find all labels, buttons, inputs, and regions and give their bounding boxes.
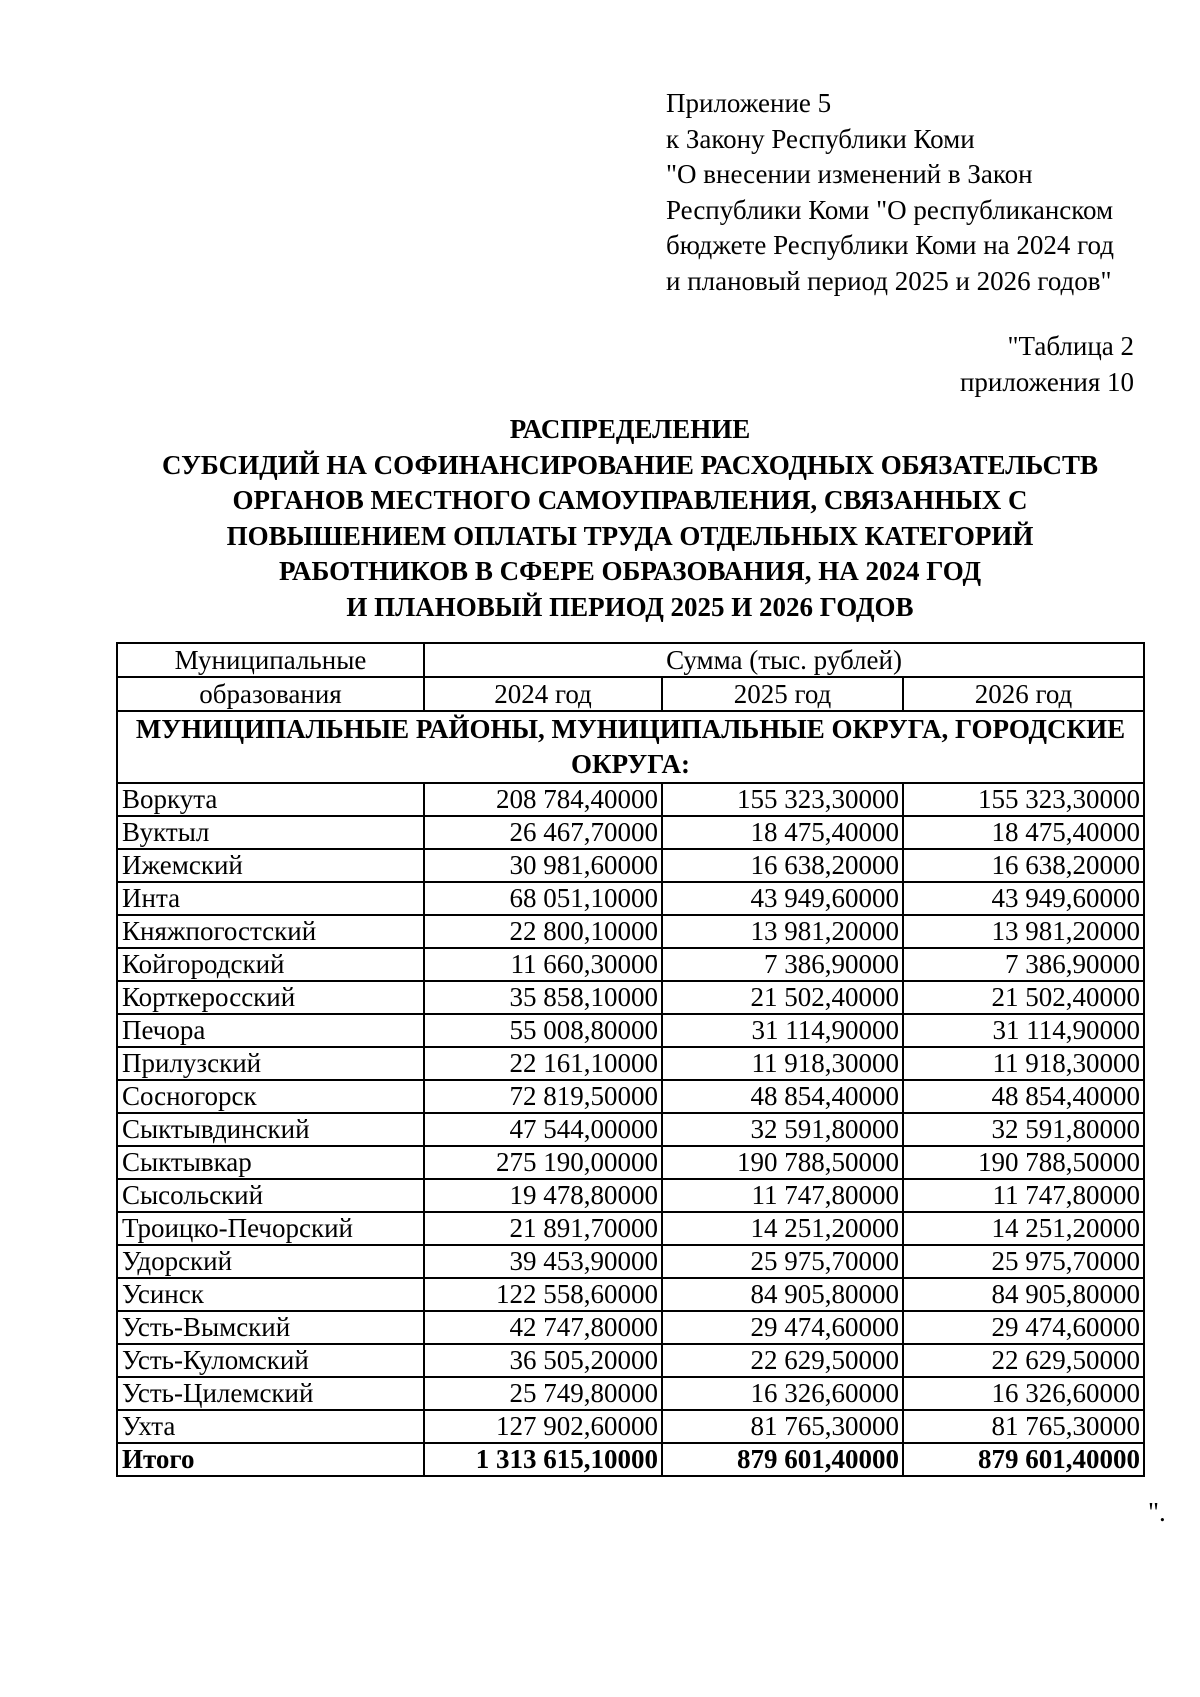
value-2026-cell: 155 323,30000 [903, 783, 1144, 816]
header-year-2024: 2024 год [424, 677, 662, 711]
table-reference [960, 328, 1134, 400]
value-2025-cell: 16 326,60000 [662, 1377, 903, 1410]
value-2024-cell: 72 819,50000 [424, 1080, 662, 1113]
municipality-cell: Ухта [117, 1410, 424, 1443]
value-2026-cell: 29 474,60000 [903, 1311, 1144, 1344]
value-2026-cell: 43 949,60000 [903, 882, 1144, 915]
value-2025-cell: 84 905,80000 [662, 1278, 903, 1311]
value-2026-cell: 21 502,40000 [903, 981, 1144, 1014]
municipality-cell: Инта [117, 882, 424, 915]
value-2026-cell: 84 905,80000 [903, 1278, 1144, 1311]
value-2026-cell: 13 981,20000 [903, 915, 1144, 948]
table-row [117, 1080, 1144, 1113]
value-2026-cell: 879 601,40000 [903, 1443, 1144, 1476]
title-line: РАБОТНИКОВ В СФЕРЕ ОБРАЗОВАНИЯ, НА 2024 ГОД [278, 556, 982, 586]
header-row [117, 643, 1144, 677]
municipality-cell: Сыктывкар [117, 1146, 424, 1179]
value-2024-cell: 208 784,40000 [424, 783, 662, 816]
closing-quote: ". [1148, 1497, 1166, 1527]
value-2025-cell: 14 251,20000 [662, 1212, 903, 1245]
table-row [117, 948, 1144, 981]
value-2026-cell: 48 854,40000 [903, 1080, 1144, 1113]
municipality-cell: Усть-Куломский [117, 1344, 424, 1377]
value-2025-cell: 48 854,40000 [662, 1080, 903, 1113]
municipality-cell: Ижемский [117, 849, 424, 882]
title-line: И ПЛАНОВЫЙ ПЕРИОД 2025 И 2026 ГОДОВ [346, 591, 914, 622]
table-row [117, 1212, 1144, 1245]
appendix-line: Республики Коми "О республиканском [666, 194, 1114, 225]
header-row [117, 677, 1144, 711]
municipality-cell: Удорский [117, 1245, 424, 1278]
value-2024-cell: 122 558,60000 [424, 1278, 662, 1311]
municipality-cell: Сосногорск [117, 1080, 424, 1113]
value-2024-cell: 39 453,90000 [424, 1245, 662, 1278]
value-2025-cell: 13 981,20000 [662, 915, 903, 948]
table-row [117, 849, 1144, 882]
value-2026-cell: 32 591,80000 [903, 1113, 1144, 1146]
value-2026-cell: 190 788,50000 [903, 1146, 1144, 1179]
appendix-line: и плановый период 2025 и 2026 годов" [666, 265, 1112, 296]
value-2026-cell: 7 386,90000 [903, 948, 1144, 981]
value-2026-cell: 31 114,90000 [903, 1014, 1144, 1047]
municipality-cell: Итого [117, 1443, 424, 1476]
value-2025-cell: 81 765,30000 [662, 1410, 903, 1443]
table-reference-line: "Таблица 2 [1007, 331, 1134, 361]
municipality-cell: Сысольский [117, 1179, 424, 1212]
value-2026-cell: 81 765,30000 [903, 1410, 1144, 1443]
value-2025-cell: 11 747,80000 [662, 1179, 903, 1212]
table-row [117, 882, 1144, 915]
municipality-cell: Усть-Цилемский [117, 1377, 424, 1410]
value-2024-cell: 19 478,80000 [424, 1179, 662, 1212]
table-row [117, 1245, 1144, 1278]
total-row [117, 1443, 1144, 1476]
subsidy-table [116, 642, 1145, 1477]
appendix-note [666, 86, 1114, 299]
value-2026-cell: 16 326,60000 [903, 1377, 1144, 1410]
value-2025-cell: 190 788,50000 [662, 1146, 903, 1179]
table-row [117, 1014, 1144, 1047]
table-row [117, 783, 1144, 816]
appendix-line: Приложение 5 [666, 88, 832, 118]
document-title [0, 412, 1200, 625]
value-2025-cell: 11 918,30000 [662, 1047, 903, 1080]
table-row [117, 1113, 1144, 1146]
value-2024-cell: 35 858,10000 [424, 981, 662, 1014]
value-2024-cell: 30 981,60000 [424, 849, 662, 882]
municipality-cell: Усть-Вымский [117, 1311, 424, 1344]
municipality-cell: Корткеросский [117, 981, 424, 1014]
table-row [117, 1344, 1144, 1377]
table-row [117, 1278, 1144, 1311]
appendix-line: "О внесении изменений в Закон [666, 159, 1033, 189]
municipality-cell: Усинск [117, 1278, 424, 1311]
value-2025-cell: 879 601,40000 [662, 1443, 903, 1476]
value-2025-cell: 25 975,70000 [662, 1245, 903, 1278]
value-2024-cell: 21 891,70000 [424, 1212, 662, 1245]
municipality-cell: Сыктывдинский [117, 1113, 424, 1146]
value-2025-cell: 7 386,90000 [662, 948, 903, 981]
title-line: ОРГАНОВ МЕСТНОГО САМОУПРАВЛЕНИЯ, СВЯЗАННЫХ С [232, 485, 1028, 515]
municipality-cell: Койгородский [117, 948, 424, 981]
value-2024-cell: 47 544,00000 [424, 1113, 662, 1146]
header-year-2026: 2026 год [903, 677, 1144, 711]
table-row [117, 981, 1144, 1014]
value-2024-cell: 22 800,10000 [424, 915, 662, 948]
value-2025-cell: 18 475,40000 [662, 816, 903, 849]
table-row [117, 1377, 1144, 1410]
value-2024-cell: 25 749,80000 [424, 1377, 662, 1410]
value-2025-cell: 21 502,40000 [662, 981, 903, 1014]
value-2025-cell: 31 114,90000 [662, 1014, 903, 1047]
title-line: РАСПРЕДЕЛЕНИЕ [509, 414, 751, 444]
header-sum: Сумма (тыс. рублей) [424, 643, 1144, 677]
table-row [117, 1179, 1144, 1212]
section-heading: МУНИЦИПАЛЬНЫЕ РАЙОНЫ, МУНИЦИПАЛЬНЫЕ ОКРУГА, ГОРОДСКИЕ ОКРУГА: [117, 711, 1144, 783]
municipality-cell: Княжпогостский [117, 915, 424, 948]
value-2026-cell: 25 975,70000 [903, 1245, 1144, 1278]
appendix-line: к Закону Республики Коми [666, 123, 975, 154]
value-2024-cell: 55 008,80000 [424, 1014, 662, 1047]
municipality-cell: Троицко-Печорский [117, 1212, 424, 1245]
value-2024-cell: 68 051,10000 [424, 882, 662, 915]
municipality-cell: Печора [117, 1014, 424, 1047]
value-2024-cell: 1 313 615,10000 [424, 1443, 662, 1476]
value-2026-cell: 11 918,30000 [903, 1047, 1144, 1080]
value-2025-cell: 155 323,30000 [662, 783, 903, 816]
header-municipal-top: Муниципальные [117, 643, 424, 677]
value-2025-cell: 22 629,50000 [662, 1344, 903, 1377]
title-line: СУБСИДИЙ НА СОФИНАНСИРОВАНИЕ РАСХОДНЫХ ОБЯЗАТЕЛЬСТВ [161, 449, 1099, 480]
value-2026-cell: 22 629,50000 [903, 1344, 1144, 1377]
section-row [117, 711, 1144, 783]
value-2024-cell: 127 902,60000 [424, 1410, 662, 1443]
appendix-line: бюджете Республики Коми на 2024 год [666, 230, 1115, 260]
table-row [117, 1410, 1144, 1443]
value-2024-cell: 275 190,00000 [424, 1146, 662, 1179]
value-2025-cell: 16 638,20000 [662, 849, 903, 882]
value-2025-cell: 32 591,80000 [662, 1113, 903, 1146]
table-row [117, 1047, 1144, 1080]
table-row [117, 915, 1144, 948]
value-2025-cell: 29 474,60000 [662, 1311, 903, 1344]
value-2026-cell: 16 638,20000 [903, 849, 1144, 882]
table-row [117, 1311, 1144, 1344]
title-line: ПОВЫШЕНИЕМ ОПЛАТЫ ТРУДА ОТДЕЛЬНЫХ КАТЕГОРИЙ [226, 520, 1034, 551]
municipality-cell: Вуктыл [117, 816, 424, 849]
value-2026-cell: 11 747,80000 [903, 1179, 1144, 1212]
value-2025-cell: 43 949,60000 [662, 882, 903, 915]
header-municipal-bottom: образования [117, 677, 424, 711]
table-row [117, 816, 1144, 849]
value-2024-cell: 36 505,20000 [424, 1344, 662, 1377]
municipality-cell: Воркута [117, 783, 424, 816]
header-year-2025: 2025 год [662, 677, 903, 711]
value-2026-cell: 14 251,20000 [903, 1212, 1144, 1245]
table-reference-line: приложения 10 [959, 367, 1134, 397]
value-2024-cell: 11 660,30000 [424, 948, 662, 981]
municipality-cell: Прилузский [117, 1047, 424, 1080]
value-2024-cell: 22 161,10000 [424, 1047, 662, 1080]
table-row [117, 1146, 1144, 1179]
value-2024-cell: 26 467,70000 [424, 816, 662, 849]
value-2024-cell: 42 747,80000 [424, 1311, 662, 1344]
value-2026-cell: 18 475,40000 [903, 816, 1144, 849]
